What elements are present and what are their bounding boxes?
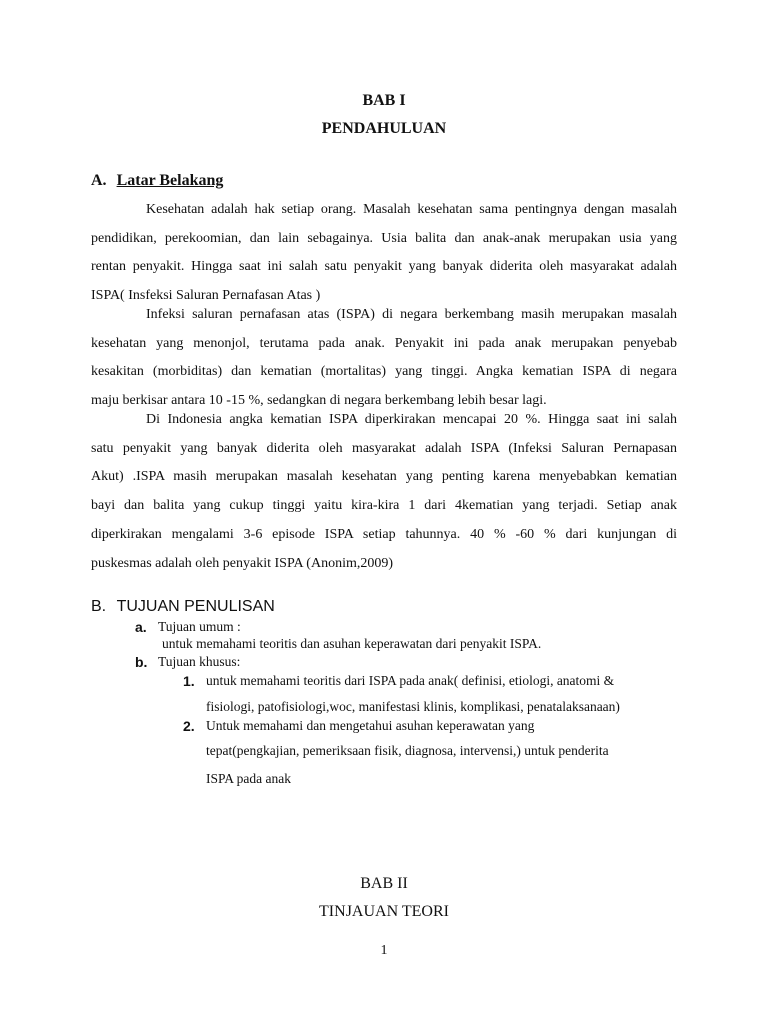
paragraph-line: diperkirakan mengalami 3-6 episode ISPA setiap tahunnya. 40 % -60 % dari kunjungan di [91,526,677,542]
paragraph-line: puskesmas adalah oleh penyakit ISPA (Anonim,2009) [91,555,394,571]
paragraph-line: Akut) .ISPA masih merupakan masalah kesehatan yang penting karena menyebabkan kematian [91,469,677,485]
paragraph-1 [91,196,677,311]
list-item-2-line: Untuk memahami dan mengetahui asuhan keperawatan yang [206,718,535,733]
section-a-title: Latar Belakang [116,172,224,189]
paragraph-line: Di Indonesia angka kematian ISPA diperkirakan mencapai 20 %. Hingga saat ini salah [146,412,677,427]
list-item-1-line: untuk memahami teoritis dari ISPA pada anak( definisi, etiologi, anatomi & [206,673,615,688]
section-b-marker: B. [91,598,107,615]
paragraph-line: satu penyakit yang banyak diderita oleh masyarakat adalah ISPA (Infeksi Saluran Pernapasan [91,440,677,456]
chapter-2-title: TINJAUAN TEORI [319,903,449,920]
paragraph-line: kesehatan yang menonjol, terutama pada anak. Penyakit ini pada anak merupakan penyebab [91,335,677,351]
list-item-marker-2: 2. [183,718,195,734]
chapter-2-label: BAB II [360,875,408,892]
chapter-title: PENDAHULUAN [321,120,447,137]
paragraph-line: kesakitan (morbiditas) dan kematian (mortalitas) yang tinggi. Angka kematian ISPA di negara [91,364,677,380]
paragraph-line: ISPA( Insfeksi Saluran Pernafasan Atas ) [91,288,321,304]
paragraph-3 [91,406,677,578]
list-item-1-line: fisiologi, patofisiologi,woc, manifestasi klinis, komplikasi, penatalaksanaan) [206,699,620,714]
paragraph-2 [91,301,677,416]
paragraph-line: bayi dan balita yang cukup tinggi yaitu kira-kira 1 dari 4kematian yang terjadi. Setiap anak [91,498,677,514]
section-b-heading [91,598,275,616]
section-a-marker: A. [91,172,107,189]
section-b-title: TUJUAN PENULISAN [116,598,275,615]
section-a-heading [91,172,223,190]
list-item-2-line: tepat(pengkajian, pemeriksaan fisik, diagnosa, intervensi,) untuk penderita [206,743,609,758]
tujuan-khusus-label: Tujuan khusus: [158,654,241,669]
list-item-marker-1: 1. [183,673,195,689]
tujuan-umum-label: Tujuan umum : [158,619,241,634]
paragraph-line: pendidikan, perekoomian, dan lain sebagainya. Usia balita dan anak-anak merupakan usia yang [91,230,677,246]
list-item-2-line: ISPA pada anak [206,771,291,786]
chapter-label: BAB I [362,92,406,109]
paragraph-line: rentan penyakit. Hingga saat ini salah satu penyakit yang banyak diderita oleh masyarakat adalah [91,259,677,275]
page-number: 1 [380,943,388,958]
tujuan-umum-text: untuk memahami teoritis dan asuhan keperawatan dari penyakit ISPA. [162,636,542,651]
list-marker-b: b. [135,654,148,670]
paragraph-line: maju berkisar antara 10 -15 %, sedangkan di negara berkembang lebih besar lagi. [91,393,547,409]
paragraph-line: Kesehatan adalah hak setiap orang. Masalah kesehatan sama pentingnya dengan masalah [146,202,677,217]
list-marker-a: a. [135,619,147,635]
paragraph-line: Infeksi saluran pernafasan atas (ISPA) di negara berkembang masih merupakan masalah [146,307,677,322]
